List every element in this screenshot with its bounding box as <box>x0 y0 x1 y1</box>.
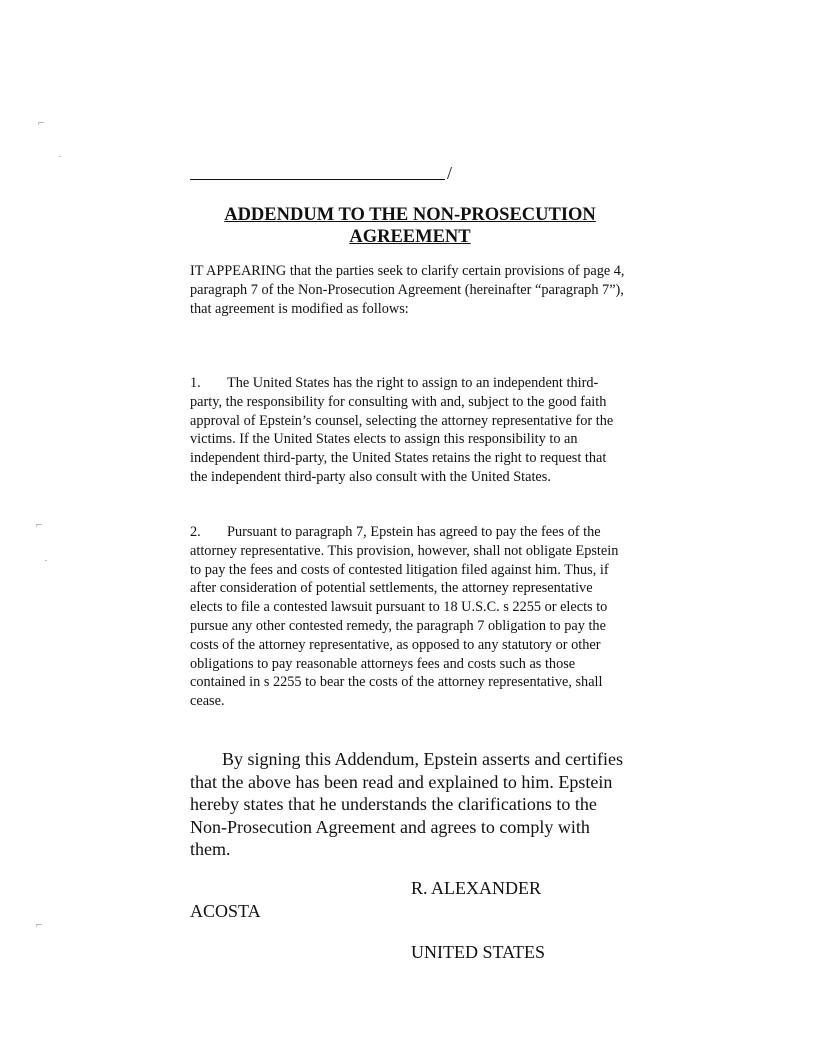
scan-speck: · <box>58 151 62 163</box>
paragraph-number: 2. <box>190 524 201 540</box>
signature-rule <box>190 179 445 180</box>
paragraph-text: Pursuant to paragraph 7, Epstein has agreed to pay the fees of the attorney representative. This provision, however, shall not obligate Epstein to pay the fees and costs of contested litigation filed against him. Thus, if after consideration of potential settlements, the attorney representative elects to file a contested lawsuit pursuant to 18 U.S.C. s 2255 or elects to pursue any other contested remedy, the paragraph 7 obligation to pay the costs of the attorney representative, as opposed to any statutory or other obligations to pay reasonable attorneys fees and costs such as those contained in s 2255 to bear the costs of the attorney representative, shall cease. <box>190 524 619 710</box>
document-title: ADDENDUM TO THE NON-PROSECUTION AGREEMENT <box>224 205 596 247</box>
scan-speck: · <box>44 555 48 567</box>
intro-paragraph: IT APPEARING that the parties seek to clarify certain provisions of page 4, paragraph 7 of the Non-Prosecution Agreement (hereinafter “paragraph 7”), that agreement is modified as follows: <box>190 263 625 317</box>
signatory-title: UNITED STATES <box>411 942 546 962</box>
paragraph-number: 1. <box>190 375 201 391</box>
scan-speck: ⌐ <box>36 919 43 931</box>
numbered-paragraph-1 <box>190 374 625 487</box>
paragraph-text: The United States has the right to assign to an independent third-party, the responsibility for consulting with and, subject to the good faith approval of Epstein’s counsel, selecting the attorney representative for the victims. If the United States elects to assign this responsibility to an independent third-party, the United States retains the right to request that the independent third-party also consult with the United States. <box>190 375 614 485</box>
signature-slash: / <box>446 163 452 183</box>
scan-speck: ⌐ <box>38 117 45 129</box>
signatory-name-last: ACOSTA <box>190 901 261 921</box>
scan-speck: ⌐ <box>36 519 43 531</box>
certification-paragraph: By signing this Addendum, Epstein asserts and certifies that the above has been read and explained to him. Epstein hereby states that he understands the clarifications to the Non-Prosecution Agreement and agrees to comply with them. <box>190 749 623 859</box>
numbered-paragraph-2 <box>190 523 625 711</box>
signatory-name-first: R. ALEXANDER <box>411 878 541 898</box>
signature-line <box>190 160 452 182</box>
